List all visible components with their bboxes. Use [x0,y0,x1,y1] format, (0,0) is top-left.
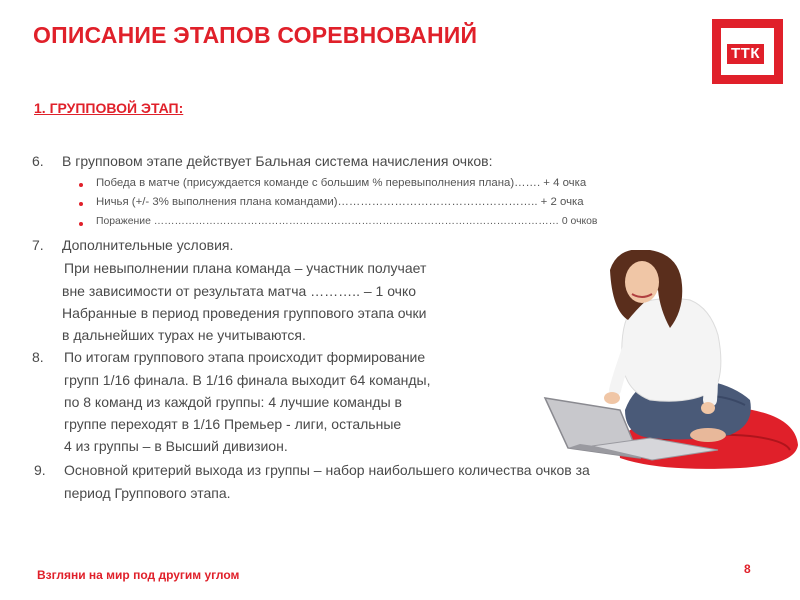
section-subtitle: 1. ГРУППОВОЙ ЭТАП: [34,100,184,116]
item8-line: 4 из группы – в Высший дивизион. [64,438,288,454]
bullet-dot [79,183,83,187]
page-number: 8 [744,562,751,576]
item7-line: в дальнейших турах не учитываются. [62,327,306,343]
item8-line: группе переходят в 1/16 Премьер - лиги, остальные [64,416,402,432]
bullet-loss: Поражение ……………………………………………………………………………………………………… 0 очков [96,216,598,227]
bullet-dot [79,222,83,226]
item7-line: вне зависимости от результата матча ……….. – 1 очко [62,283,417,299]
item9-line: Основной критерий выхода из группы – набор наибольшего количества очков за [64,462,590,478]
item7-number: 7. [32,237,44,253]
item7-line: При невыполнении плана команда – участник получает [64,260,427,276]
item8-number: 8. [32,349,44,365]
woman-with-laptop-illustration [540,250,800,470]
item9-line: период Группового этапа. [64,485,231,501]
logo-text: ТТК [727,44,764,64]
item6-text: В групповом этапе действует Бальная система начисления очков: [62,153,493,169]
footer-slogan: Взгляни на мир под другим углом [37,568,240,582]
ttk-logo [712,19,783,84]
item7-line: Дополнительные условия. [62,237,234,253]
bullet-draw: Ничья (+/- 3% выполнения плана командами)…………………………………………….. + 2 очка [96,196,584,208]
item8-line: По итогам группового этапа происходит формирование [64,349,426,365]
page-title: ОПИСАНИЕ ЭТАПОВ СОРЕВНОВАНИЙ [33,22,478,48]
item8-line: групп 1/16 финала. В 1/16 финала выходит 64 команды, [64,372,431,388]
item8-line: по 8 команд из каждой группы: 4 лучшие команды в [64,394,402,410]
bullet-dot [79,202,83,206]
item7-line: Набранные в период проведения группового этапа очки [62,305,427,321]
item9-number: 9. [34,462,46,478]
bullet-win: Победа в матче (присуждается команде с большим % перевыполнения плана)……. + 4 очка [96,177,587,189]
item6-number: 6. [32,153,44,169]
